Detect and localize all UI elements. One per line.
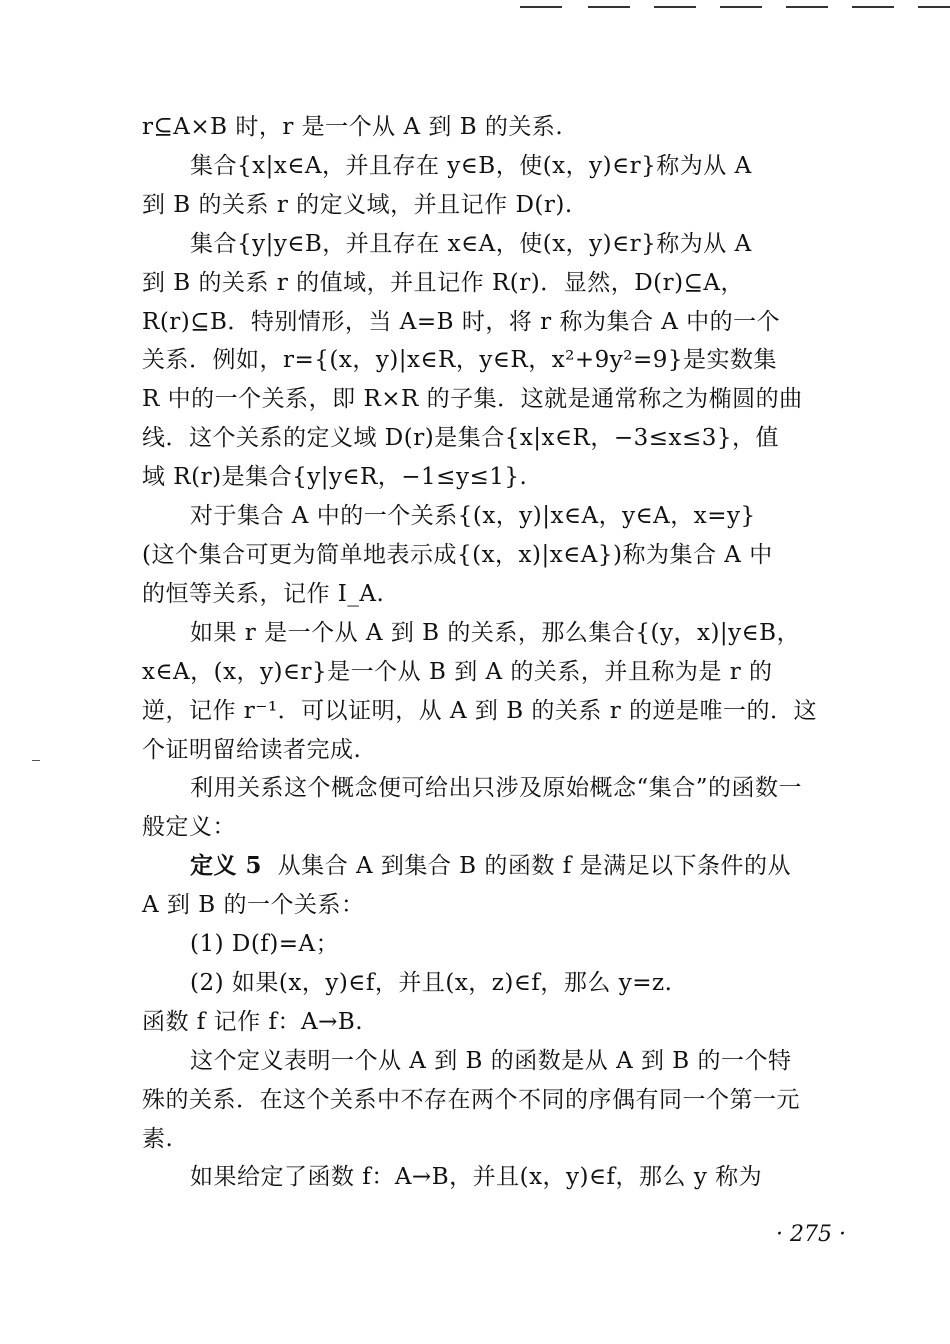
text-line: 线．这个关系的定义域 D(r)是集合{x|x∈R，−3≤x≤3}，值: [142, 425, 780, 452]
definition-text: 从集合 A 到集合 B 的函数 f 是满足以下条件的从: [277, 853, 792, 880]
page-body: [142, 108, 862, 1197]
text-line: 如果 r 是一个从 A 到 B 的关系，那么集合{(y，x)|y∈B，: [190, 619, 801, 646]
text-line: 到 B 的关系 r 的值域，并且记作 R(r)．显然，D(r)⊆A，: [142, 269, 744, 296]
text-line: r⊆A×B 时，r 是一个从 A 到 B 的关系.: [142, 114, 564, 140]
text-line: 逆，记作 r⁻¹．可以证明，从 A 到 B 的关系 r 的逆是唯一的．这: [142, 697, 818, 724]
text-line: 的恒等关系，记作 I_A.: [142, 580, 385, 607]
text-line: 个证明留给读者完成.: [142, 736, 362, 763]
text-line: 函数 f 记作 f：A→B.: [142, 1008, 364, 1035]
text-line: 到 B 的关系 r 的定义域，并且记作 D(r).: [142, 191, 573, 218]
definition-line: [142, 847, 862, 886]
text-line: 利用关系这个概念便可给出只涉及原始概念“集合”的函数一: [190, 775, 803, 802]
text-line: 殊的关系．在这个关系中不存在两个不同的序偶有同一个第一元: [142, 1086, 800, 1113]
text-line: x∈A，(x，y)∈r}是一个从 B 到 A 的关系，并且称为是 r 的: [142, 658, 773, 685]
text-line: (2) 如果(x，y)∈f，并且(x，z)∈f，那么 y=z.: [190, 969, 673, 996]
definition-label: 定义 5: [190, 852, 263, 880]
text-line: A 到 B 的一个关系：: [142, 892, 365, 919]
text-line: 集合{y|y∈B，并且存在 x∈A，使(x，y)∈r}称为从 A: [190, 230, 752, 257]
text-line: 素.: [142, 1125, 174, 1152]
page-number: · 275 ·: [776, 1222, 846, 1247]
text-line: (1) D(f)=A；: [190, 931, 340, 958]
text-line: 般定义：: [142, 814, 236, 841]
margin-mark: [32, 760, 40, 761]
text-line: 这个定义表明一个从 A 到 B 的函数是从 A 到 B 的一个特: [190, 1047, 792, 1074]
text-line: 关系．例如，r={(x，y)|x∈R，y∈R，x²+9y²=9}是实数集: [142, 347, 778, 374]
text-line: R 中的一个关系，即 R×R 的子集．这就是通常称之为椭圆的曲: [142, 386, 803, 413]
text-line: 如果给定了函数 f：A→B，并且(x，y)∈f，那么 y 称为: [190, 1164, 763, 1191]
text-line: 对于集合 A 中的一个关系{(x，y)|x∈A，y∈A，x=y}: [190, 503, 756, 530]
header-rule: [520, 6, 950, 10]
text-line: R(r)⊆B．特别情形，当 A=B 时，将 r 称为集合 A 中的一个: [142, 308, 781, 335]
text-line: 集合{x|x∈A，并且存在 y∈B，使(x，y)∈r}称为从 A: [190, 152, 752, 179]
text-line: (这个集合可更为简单地表示成{(x，x)|x∈A})称为集合 A 中: [142, 541, 773, 568]
text-line: 域 R(r)是集合{y|y∈R，−1≤y≤1}.: [142, 464, 528, 491]
